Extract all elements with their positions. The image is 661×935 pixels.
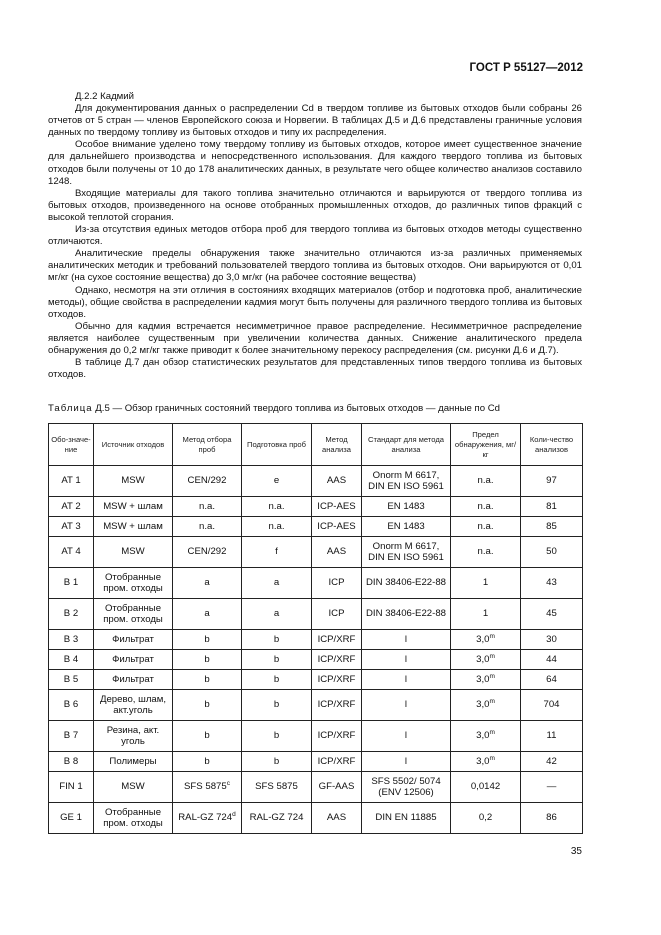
- cell-standard: [362, 630, 451, 650]
- table-row: [49, 630, 583, 650]
- cell-source-text: MSW: [121, 781, 145, 793]
- cell-limit: [451, 466, 521, 497]
- cell-limit: [451, 537, 521, 568]
- cell-standard: [362, 537, 451, 568]
- cell-id-text: FIN 1: [59, 781, 83, 793]
- cell-count: [521, 650, 583, 670]
- cell-sampling-text: CEN/292: [187, 546, 227, 558]
- cell-standard: [362, 670, 451, 690]
- cell-prep-text: b: [273, 730, 280, 742]
- cell-standard-text: l: [404, 755, 408, 767]
- cell-standard: [362, 650, 451, 670]
- cell-source: [94, 517, 173, 537]
- paragraph: В таблице Д.7 дан обзор статистических результатов для представленных типов твердого топлива из бытовых отходов.: [48, 357, 582, 381]
- cell-sampling-text: b: [204, 633, 210, 645]
- cell-id: [49, 466, 94, 497]
- cell-prep-text: b: [273, 699, 280, 711]
- cell-method: [312, 517, 362, 537]
- cell-count-text: 81: [546, 500, 557, 512]
- cell-source-text: MSW: [121, 546, 145, 558]
- cell-prep-text: e: [273, 475, 280, 487]
- cell-sampling: [173, 752, 242, 772]
- table-row: [49, 690, 583, 721]
- column-header: Метод отбора проб: [173, 424, 242, 466]
- cell-count: [521, 670, 583, 690]
- cell-limit: [451, 670, 521, 690]
- paragraph: Аналитические пределы обнаружения также значительно отличаются из-за различных применяемых аналитических методик и требований пользователей твердого топлива из бытовых отходов. Они варьируются от 0,01 мг/кг (на сухое состояние вещества) до 3,0 мг/кг (на рабочее состояние вещества): [48, 248, 582, 284]
- cell-prep-text: n.a.: [268, 520, 285, 532]
- cell-count-text: 30: [546, 633, 557, 645]
- cell-limit-text: 1: [482, 577, 489, 589]
- column-header: Метод анализа: [312, 424, 362, 466]
- cell-standard-text: Onorm M 6617, DIN EN ISO 5961: [368, 540, 444, 563]
- cell-id-text: AT 4: [61, 546, 81, 558]
- cell-limit: [451, 772, 521, 803]
- cell-method: [312, 803, 362, 834]
- cell-method: [312, 650, 362, 670]
- cell-limit-text: 3,0: [476, 653, 490, 665]
- cell-method-text: ICP-AES: [317, 520, 356, 532]
- cell-source: [94, 497, 173, 517]
- cell-id: [49, 630, 94, 650]
- cell-sampling-text: n.a.: [198, 500, 215, 512]
- cell-method: [312, 670, 362, 690]
- page-number: 35: [570, 846, 582, 857]
- cell-limit-text: n.a.: [477, 520, 494, 532]
- cell-limit: [451, 599, 521, 630]
- cell-standard: [362, 568, 451, 599]
- cell-sampling: [173, 517, 242, 537]
- cell-count-text: 42: [546, 755, 557, 767]
- cell-prep: [242, 772, 312, 803]
- cell-sampling: [173, 497, 242, 517]
- cell-id-text: AT 3: [61, 520, 81, 532]
- cell-count-text: 85: [546, 520, 557, 532]
- cell-prep: [242, 466, 312, 497]
- cell-id-text: B 1: [63, 577, 79, 589]
- cell-id: [49, 568, 94, 599]
- cell-method: [312, 752, 362, 772]
- cell-method: [312, 497, 362, 517]
- cell-sampling-text: a: [204, 577, 210, 589]
- table-caption: [48, 403, 608, 415]
- cell-sampling-text: b: [204, 730, 210, 742]
- footnote-marker: m: [489, 672, 495, 680]
- table-caption-label: Таблица: [48, 403, 93, 414]
- cell-prep-text: f: [275, 546, 278, 558]
- cell-count-text: —: [546, 781, 557, 793]
- cell-sampling: [173, 466, 242, 497]
- cell-prep: [242, 537, 312, 568]
- cell-standard-text: l: [404, 633, 408, 645]
- cell-standard-text: SFS 5502/ 5074 (ENV 12506): [371, 775, 441, 798]
- cell-prep: [242, 803, 312, 834]
- table-row: [49, 599, 583, 630]
- cell-source-text: Фильтрат: [112, 673, 154, 685]
- table-row: [49, 497, 583, 517]
- column-header: Стандарт для метода анализа: [362, 424, 451, 466]
- cell-method-text: ICP-AES: [317, 500, 356, 512]
- cell-source-text: Отобранные пром. отходы: [103, 571, 163, 594]
- cell-method-text: ICP/XRF: [317, 730, 356, 742]
- cell-method-text: ICP: [328, 608, 345, 620]
- cell-standard: [362, 690, 451, 721]
- cell-limit: [451, 803, 521, 834]
- cell-source-text: Фильтрат: [112, 633, 154, 645]
- footnote-marker: m: [489, 632, 495, 640]
- cell-id-text: B 7: [63, 730, 79, 742]
- cell-limit-text: n.a.: [477, 546, 494, 558]
- cell-id: [49, 752, 94, 772]
- cell-source: [94, 537, 173, 568]
- column-header: Обо-значе-ние: [49, 424, 94, 466]
- footnote-marker: c: [226, 780, 230, 788]
- cell-limit-text: n.a.: [477, 475, 494, 487]
- section-body: [48, 91, 582, 381]
- table-row: [49, 466, 583, 497]
- cell-method-text: ICP/XRF: [317, 699, 356, 711]
- cell-method-text: GF-AAS: [318, 781, 355, 793]
- cell-sampling: [173, 537, 242, 568]
- cell-source-text: Отобранные пром. отходы: [103, 806, 163, 829]
- cell-method-text: ICP/XRF: [317, 633, 356, 645]
- cell-sampling: [173, 599, 242, 630]
- paragraph: Однако, несмотря на эти отличия в состояниях входящих материалов (отбор и подготовка проб, аналитические методы), общие свойства в распределении кадмия могут быть получены для различного твердого топлива из бытовых отходов.: [48, 284, 582, 320]
- cell-sampling: [173, 690, 242, 721]
- cell-prep-text: b: [273, 755, 280, 767]
- cell-count: [521, 517, 583, 537]
- cell-count-text: 86: [546, 812, 557, 824]
- cell-method: [312, 466, 362, 497]
- table-row: [49, 803, 583, 834]
- paragraph: Особое внимание уделено тому твердому топливу из бытовых отходов, которое имеет существенное значение для дальнейшего производства и непосредственного использования. Для каждого твердого топлива из бытовых отходов были получены от 10 до 178 аналитических данных, в результате чего общее количество анализов составило 1248.: [48, 139, 582, 187]
- cell-prep: [242, 630, 312, 650]
- cell-count: [521, 599, 583, 630]
- cell-sampling: [173, 772, 242, 803]
- cell-method: [312, 690, 362, 721]
- cell-count: [521, 568, 583, 599]
- cell-sampling-text: n.a.: [198, 520, 215, 532]
- cell-sampling-text: b: [204, 653, 210, 665]
- column-header: Источник отходов: [94, 424, 173, 466]
- paragraph: Из-за отсутствия единых методов отбора проб для твердого топлива из бытовых отходов методы существенно отличаются.: [48, 224, 582, 248]
- table-body: [49, 466, 583, 834]
- cell-limit-text: n.a.: [477, 500, 494, 512]
- cell-method-text: ICP/XRF: [317, 755, 356, 767]
- cell-method-text: AAS: [326, 546, 347, 558]
- footnote-marker: m: [489, 698, 495, 706]
- cell-method: [312, 721, 362, 752]
- cell-id-text: B 3: [63, 633, 79, 645]
- cell-limit: [451, 568, 521, 599]
- cell-id-text: B 8: [63, 755, 79, 767]
- cell-source-text: MSW: [121, 475, 145, 487]
- cell-prep-text: b: [273, 653, 280, 665]
- cell-standard: [362, 599, 451, 630]
- cell-sampling: [173, 803, 242, 834]
- cell-standard-text: Onorm M 6617, DIN EN ISO 5961: [368, 469, 444, 492]
- cell-id: [49, 772, 94, 803]
- cell-source-text: Отобранные пром. отходы: [103, 602, 163, 625]
- cell-source: [94, 568, 173, 599]
- cell-prep: [242, 721, 312, 752]
- table-row: [49, 537, 583, 568]
- cell-count: [521, 537, 583, 568]
- cell-id-text: GE 1: [60, 812, 82, 824]
- table-row: [49, 670, 583, 690]
- cell-sampling: [173, 670, 242, 690]
- cell-limit-text: 1: [482, 608, 489, 620]
- cell-limit-text: 3,0: [476, 730, 490, 742]
- cell-limit-text: 3,0: [476, 699, 490, 711]
- cell-source-text: MSW + шлам: [103, 520, 163, 532]
- cell-count: [521, 772, 583, 803]
- data-table: [48, 423, 583, 834]
- cell-count-text: 11: [546, 730, 557, 742]
- cell-count: [521, 803, 583, 834]
- cell-limit-text: 0,0142: [470, 781, 501, 793]
- cell-limit-text: 3,0: [476, 633, 490, 645]
- cell-limit-text: 3,0: [476, 673, 490, 685]
- cell-source: [94, 599, 173, 630]
- cell-sampling: [173, 650, 242, 670]
- cell-count: [521, 752, 583, 772]
- cell-source: [94, 630, 173, 650]
- cell-standard-text: EN 1483: [387, 500, 425, 512]
- section-heading: Д.2.2 Кадмий: [75, 91, 135, 102]
- table-caption-text: Д.5 — Обзор граничных состояний твердого топлива из бытовых отходов — данные по Cd: [92, 403, 500, 414]
- cell-standard-text: l: [404, 730, 408, 742]
- cell-method-text: ICP/XRF: [317, 673, 356, 685]
- cell-source-text: Резина, акт. уголь: [106, 724, 160, 747]
- cell-source: [94, 752, 173, 772]
- cell-sampling: [173, 721, 242, 752]
- cell-method-text: ICP/XRF: [317, 653, 356, 665]
- cell-method-text: AAS: [326, 475, 347, 487]
- paragraph: Входящие материалы для такого топлива значительно отличаются и варьируются от твердого топлива из бытовых отходов, произведенного на основе отобранных промышленных отходов, до различных типов фракций с высокой теплотой сгорания.: [48, 187, 582, 223]
- cell-limit: [451, 721, 521, 752]
- cell-sampling-text: b: [204, 673, 210, 685]
- cell-prep-text: b: [273, 633, 280, 645]
- cell-id-text: AT 2: [61, 500, 81, 512]
- column-header: Коли-чество анализов: [521, 424, 583, 466]
- cell-id: [49, 803, 94, 834]
- cell-id: [49, 517, 94, 537]
- footnote-marker: m: [489, 652, 495, 660]
- cell-standard-text: l: [404, 653, 408, 665]
- cell-standard-text: DIN 38406-E22-88: [366, 608, 446, 620]
- cell-count: [521, 630, 583, 650]
- cell-count: [521, 466, 583, 497]
- table-row: [49, 721, 583, 752]
- cell-prep: [242, 599, 312, 630]
- cell-source: [94, 690, 173, 721]
- cell-prep-text: b: [273, 673, 280, 685]
- cell-standard-text: DIN EN 11885: [375, 812, 437, 824]
- footnote-marker: m: [489, 729, 495, 737]
- cell-id: [49, 650, 94, 670]
- cell-limit-text: 3,0: [476, 755, 490, 767]
- cell-sampling-text: b: [204, 755, 210, 767]
- cell-standard: [362, 752, 451, 772]
- cell-limit: [451, 497, 521, 517]
- cell-id-text: B 5: [63, 673, 79, 685]
- cell-standard: [362, 497, 451, 517]
- table-row: [49, 517, 583, 537]
- cell-count-text: 50: [546, 546, 557, 558]
- cell-count-text: 704: [543, 699, 560, 711]
- table-header-row: [49, 424, 583, 466]
- cell-count: [521, 497, 583, 517]
- cell-standard: [362, 721, 451, 752]
- cell-count-text: 43: [546, 577, 557, 589]
- cell-sampling-text: SFS 5875: [184, 781, 227, 793]
- cell-id-text: B 4: [63, 653, 79, 665]
- cell-prep: [242, 568, 312, 599]
- cell-id: [49, 690, 94, 721]
- cell-sampling-text: a: [204, 608, 210, 620]
- cell-prep-text: a: [273, 608, 280, 620]
- cell-standard: [362, 466, 451, 497]
- cell-source-text: Фильтрат: [112, 653, 154, 665]
- cell-id: [49, 599, 94, 630]
- cell-method-text: ICP: [328, 577, 345, 589]
- cell-method: [312, 537, 362, 568]
- cell-id: [49, 670, 94, 690]
- column-header: Предел обнаружения, мг/кг: [451, 424, 521, 466]
- table-row: [49, 752, 583, 772]
- cell-count: [521, 690, 583, 721]
- paragraph: Обычно для кадмия встречается несимметричное правое распределение. Несимметричное распределение является наиболее существенным при увеличении количества данных. Снижение аналитического предела обнаружения до 0,2 мг/кг также приводит к более значительному перекосу распределения (см. рисунки Д.6 и Д.7).: [48, 320, 582, 356]
- cell-prep: [242, 517, 312, 537]
- cell-source: [94, 803, 173, 834]
- cell-source: [94, 466, 173, 497]
- cell-standard: [362, 803, 451, 834]
- cell-standard: [362, 517, 451, 537]
- cell-standard-text: l: [404, 699, 408, 711]
- paragraph: Для документирования данных о распределении Cd в твердом топливе из бытовых отходов были собраны 26 отчетов от 5 стран — членов Европейского союза и Норвегии. В таблицах Д.5 и Д.6 представлены граничные условия данных по твердому топливу из бытовых отходов и типу их распределения.: [48, 103, 582, 139]
- cell-prep-text: RAL-GZ 724: [249, 812, 304, 824]
- cell-sampling: [173, 630, 242, 650]
- cell-method: [312, 630, 362, 650]
- cell-standard: [362, 772, 451, 803]
- cell-prep: [242, 670, 312, 690]
- cell-id: [49, 537, 94, 568]
- cell-source-text: Дерево, шлам, акт.уголь: [99, 693, 167, 716]
- cell-limit-text: 0,2: [478, 812, 493, 824]
- cell-limit: [451, 517, 521, 537]
- cell-id-text: B 2: [63, 608, 79, 620]
- cell-prep: [242, 650, 312, 670]
- cell-id-text: B 6: [63, 699, 79, 711]
- table-row: [49, 568, 583, 599]
- cell-standard-text: DIN 38406-E22-88: [366, 577, 446, 589]
- cell-prep-text: SFS 5875: [255, 781, 298, 793]
- cell-count-text: 44: [546, 653, 557, 665]
- cell-id: [49, 721, 94, 752]
- cell-method: [312, 599, 362, 630]
- cell-count-text: 64: [546, 673, 557, 685]
- cell-method: [312, 568, 362, 599]
- cell-prep-text: a: [273, 577, 280, 589]
- cell-sampling-text: RAL-GZ 724: [178, 812, 233, 824]
- cell-source: [94, 721, 173, 752]
- table-row: [49, 650, 583, 670]
- cell-method-text: AAS: [326, 812, 347, 824]
- cell-standard-text: EN 1483: [387, 520, 425, 532]
- cell-limit: [451, 752, 521, 772]
- cell-count-text: 97: [546, 475, 557, 487]
- column-header: Подготовка проб: [242, 424, 312, 466]
- cell-count-text: 45: [546, 608, 557, 620]
- cell-prep: [242, 752, 312, 772]
- cell-limit: [451, 690, 521, 721]
- cell-source: [94, 650, 173, 670]
- cell-limit: [451, 630, 521, 650]
- cell-standard-text: l: [404, 673, 408, 685]
- cell-prep: [242, 497, 312, 517]
- standard-number: ГОСТ Р 55127—2012: [469, 62, 583, 74]
- cell-limit: [451, 650, 521, 670]
- cell-source-text: MSW + шлам: [103, 500, 163, 512]
- cell-sampling-text: b: [204, 699, 210, 711]
- cell-method: [312, 772, 362, 803]
- cell-sampling: [173, 568, 242, 599]
- cell-source-text: Полимеры: [109, 755, 157, 767]
- cell-source: [94, 670, 173, 690]
- footnote-marker: m: [489, 754, 495, 762]
- table-row: [49, 772, 583, 803]
- cell-id: [49, 497, 94, 517]
- cell-prep: [242, 690, 312, 721]
- cell-id-text: AT 1: [61, 475, 81, 487]
- cell-count: [521, 721, 583, 752]
- cell-source: [94, 772, 173, 803]
- cell-sampling-text: CEN/292: [187, 475, 227, 487]
- footnote-marker: d: [232, 811, 236, 819]
- cell-prep-text: n.a.: [268, 500, 285, 512]
